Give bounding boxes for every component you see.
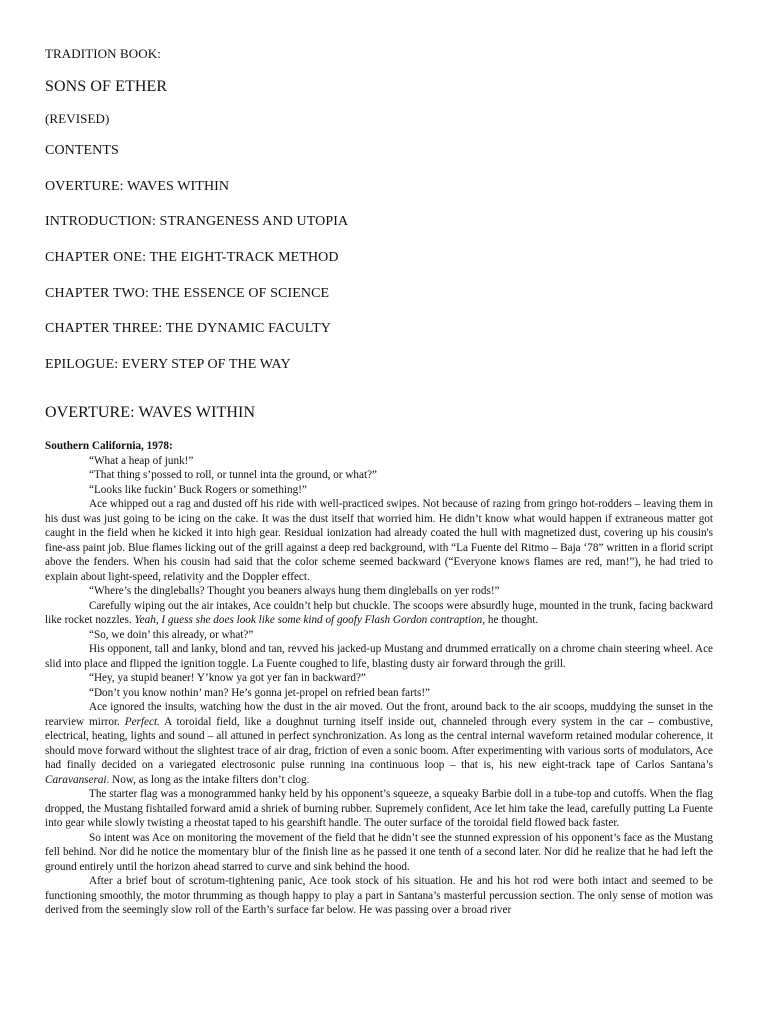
section-title: OVERTURE: WAVES WITHIN bbox=[45, 404, 256, 421]
toc-item-epilogue: EPILOGUE: EVERY STEP OF THE WAY bbox=[45, 357, 291, 372]
location-dateline: Southern California, 1978: bbox=[45, 440, 173, 452]
contents-heading: CONTENTS bbox=[45, 143, 119, 158]
paragraph: “Looks like fuckin’ Buck Rogers or something!” bbox=[89, 483, 307, 496]
paragraph bbox=[45, 599, 713, 628]
paragraph: His opponent, tall and lanky, blond and tan, revved his jacked-up Mustang and drummed erratically on a chrome chain steering wheel. Ace slid into place and flipped the ignition toggle. La Fuente coughed to life, blasting dusty air forward through the grill. bbox=[45, 643, 713, 670]
paragraph: Ace whipped out a rag and dusted off his ride with well-practiced swipes. Not because of razing from gringo hot-rodders – leaving them in his dust was just going to be icing on the cake. It was the dust itself that worried him. He didn’t know what would happen if extraneous matter got caught in the field when he kicked it into high gear. Residual ionization had already coated the hull with magnetized dust, covering up his cousin's fine-ass paint job. Blue flames licking out of the grill against a deep red background, with “La Fuente del Ritmo – Baja ‘78” written in a florid script above the fenders. When his cousin had said that the color scheme seemed backward (“Everyone knows flames are red, man!”), he had tried to explain about light-speed, relativity and the Doppler effect. bbox=[45, 498, 713, 583]
paragraph: “So, we doin’ this already, or what?” bbox=[89, 628, 254, 641]
paragraph-text: . Now, as long as the intake filters don’t clog. bbox=[106, 773, 310, 786]
italic-word: Perfect. bbox=[124, 715, 160, 728]
toc-item-chapter-three: CHAPTER THREE: THE DYNAMIC FACULTY bbox=[45, 321, 332, 336]
story-body bbox=[45, 439, 713, 918]
paragraph: “Hey, ya stupid beaner! Y’know ya got yer fan in backward?” bbox=[89, 672, 366, 684]
italic-thought: Yeah, I guess she does look like some kind of goofy Flash Gordon contraption bbox=[134, 614, 483, 626]
paragraph: The starter flag was a monogrammed hanky held by his opponent’s squeeze, a squeaky Barbie doll in a tube-top and cutoffs. When the flag dropped, the Mustang fishtailed forward amid a shriek of burning rubber. Supremely confident, Ace let him take the lead, carefully putting La Fuente into gear while slowly twisting a rheostat taped to his gearshift handle. The outer surface of the toroidal field flowed back faster. bbox=[45, 788, 713, 829]
paragraph: “Where’s the dingleballs? Thought you beaners always hung them dingleballs on yer rods!” bbox=[89, 585, 500, 597]
tradition-book-label: TRADITION BOOK: bbox=[45, 46, 161, 61]
paragraph-text: , he thought. bbox=[482, 614, 539, 626]
book-title: SONS OF ETHER bbox=[45, 78, 168, 95]
toc-item-overture: OVERTURE: WAVES WITHIN bbox=[45, 179, 230, 194]
paragraph: So intent was Ace on monitoring the movement of the field that he didn’t see the stunned expression of his opponent’s face as the Mustang fell behind. Nor did he notice the momentary blur of the finish line as he passed it one tenth of a second later. Nor did he realize that he had left the ground entirely until the horizon ahead starred to curve and sink behind the hood. bbox=[45, 831, 713, 873]
toc-item-chapter-two: CHAPTER TWO: THE ESSENCE OF SCIENCE bbox=[45, 286, 330, 301]
paragraph bbox=[45, 700, 713, 787]
album-title: Caravanserai bbox=[45, 773, 107, 786]
paragraph: “What a heap of junk!” bbox=[89, 454, 194, 467]
paragraph-text: Ace ignored the insults, watching how the dust in the air moved. Out the front, around back to the air scoops, muddying the sunset in the rearview mirror. bbox=[45, 701, 713, 728]
paragraph-text: Carefully wiping out the air intakes, Ace couldn’t help but chuckle. The scoops were absurdly huge, mounted in the trunk, facing backward like rocket nozzles. bbox=[45, 599, 713, 626]
paragraph: “That thing s’possed to roll, or tunnel inta the ground, or what?” bbox=[89, 469, 378, 481]
paragraph: “Don’t you know nothin’ man? He’s gonna jet-propel on refried bean farts!” bbox=[89, 686, 431, 699]
revised-label: (REVISED) bbox=[45, 111, 110, 126]
paragraph-text: A toroidal field, like a doughnut turning itself inside out, channeled through every system in the car – combustive, electrical, heating, lights and sound – all attuned in perfect synchronization. As long as the central internal waveform retained modular coherence, it should move forward without the slightest trace of air drag, friction of even a sonic boom. After experimenting with various sorts of modulators, Ace had finally decided on a variegated electrosonic pulse running ina continuous loop – that is, his new eight-track tape of Carlos Santana’s bbox=[45, 715, 713, 771]
paragraph: After a brief bout of scrotum-tightening panic, Ace took stock of his situation. He and his hot rod were both intact and seemed to be functioning smoothly, the motor thrumming as though happy to play a part in Santana’s masterful percussion section. The only sense of motion was derived from the seemingly slow roll of the Earth’s surface far below. He was passing over a broad river bbox=[45, 875, 713, 916]
toc-item-introduction: INTRODUCTION: STRANGENESS AND UTOPIA bbox=[45, 214, 349, 229]
toc-item-chapter-one: CHAPTER ONE: THE EIGHT-TRACK METHOD bbox=[45, 250, 339, 265]
